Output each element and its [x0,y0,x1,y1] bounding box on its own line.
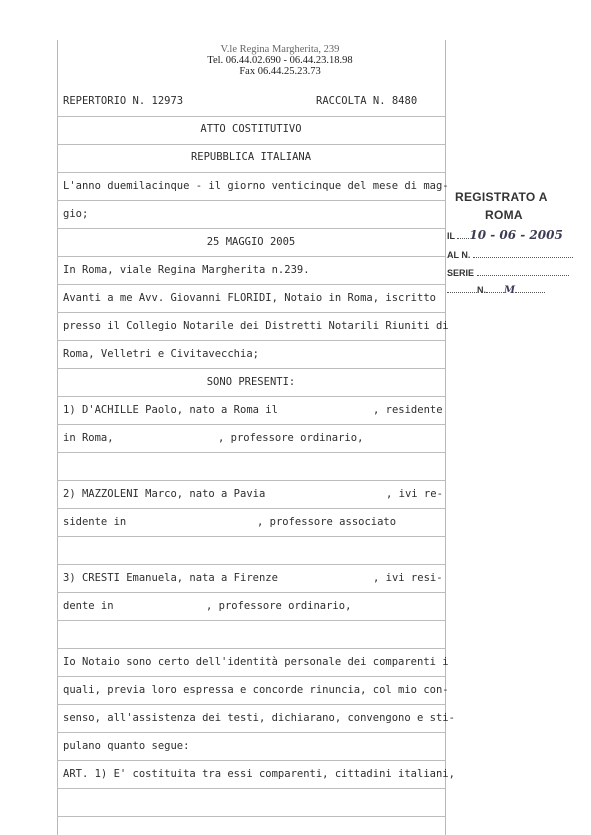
stamp-n-value: M [504,285,516,296]
section-heading: SONO PRESENTI: [206,376,296,388]
rule [57,564,445,565]
stamp-number-line [447,248,573,260]
letterhead-fax: Fax 06.44.25.23.73 [239,66,321,77]
letterhead-address: V.le Regina Margherita, 239 [220,44,340,55]
letterhead [160,44,400,77]
rule [57,732,445,733]
rule [57,452,445,453]
rule [57,116,445,117]
rule [57,144,445,145]
dotted-fill [515,283,545,293]
stamp-date-line [447,228,563,242]
stamp-serie-label: SERIE [447,268,475,278]
rule [57,228,445,229]
party-line: , professore associato [257,516,397,528]
dotted-fill [477,266,569,276]
rule [57,704,445,705]
rule [57,620,445,621]
rule [57,256,445,257]
stamp-serie-line [447,266,569,278]
stamp-city: ROMA [485,208,523,222]
rule [57,536,445,537]
text-line: Avanti a me Avv. Giovanni FLORIDI, Notaio in Roma, iscritto [63,292,436,304]
rule [57,760,445,761]
party-line: 1) D'ACHILLE Paolo, nato a Roma il [63,404,278,416]
rule [57,312,445,313]
party-line: sidente in [63,516,127,528]
document-subtitle: REPUBBLICA ITALIANA [190,151,312,163]
party-line: , professore ordinario, [206,600,352,612]
stamp-date-value: 10 - 06 - 2005 [469,228,563,242]
rule [57,284,445,285]
rule [57,592,445,593]
rule [57,648,445,649]
text-line: Io Notaio sono certo dell'identità personale dei comparenti i [63,656,449,668]
text-line: In Roma, viale Regina Margherita n.239. [63,264,310,276]
rule [57,816,445,817]
repertorio-number: REPERTORIO N. 12973 [63,95,184,107]
party-line: 2) MAZZOLENI Marco, nato a Pavia [63,488,266,500]
rule [57,480,445,481]
rule [57,200,445,201]
rule [57,396,445,397]
party-line: , ivi re- [386,488,443,500]
text-line: presso il Collegio Notarile dei Distretti Notarili Riuniti di [63,320,449,332]
stamp-title: REGISTRATO A [455,190,548,204]
text-line: quali, previa loro espressa e concorde rinuncia, col mio con- [63,684,449,696]
rule [57,340,445,341]
rule [57,424,445,425]
document-date: 25 MAGGIO 2005 [206,236,296,248]
rule [57,676,445,677]
letterhead-tel: Tel. 06.44.02.690 - 06.44.23.18.98 [207,55,353,66]
dotted-fill [473,248,573,258]
rule [57,368,445,369]
stamp-number-label: AL N. [447,250,471,260]
text-line: Roma, Velletri e Civitavecchia; [63,348,259,360]
stamp-date-label: IL [447,231,455,241]
party-line: , professore ordinario, [218,432,364,444]
rule [57,788,445,789]
stamp-n-line [447,283,545,296]
party-line: in Roma, [63,432,114,444]
party-line: , ivi resi- [373,572,443,584]
raccolta-number: RACCOLTA N. 8480 [316,95,418,107]
text-line: pulano quanto segue: [63,740,190,752]
dotted-fill [447,283,477,293]
text-line: ART. 1) E' costituita tra essi comparenti, cittadini italiani, [63,768,455,780]
rule [57,172,445,173]
text-line: L'anno duemilacinque - il giorno venticinque del mese di mag- [63,180,449,192]
document-title: ATTO COSTITUTIVO [200,123,302,135]
party-line: 3) CRESTI Emanuela, nata a Firenze [63,572,278,584]
party-line: dente in [63,600,114,612]
dotted-fill [486,283,504,293]
text-line: senso, all'assistenza dei testi, dichiarano, convengono e sti- [63,712,455,724]
party-line: , residente [373,404,443,416]
dotted-fill [457,229,469,239]
stamp-n-label: N. [477,285,486,295]
rule [57,508,445,509]
text-line: gio; [63,208,89,220]
